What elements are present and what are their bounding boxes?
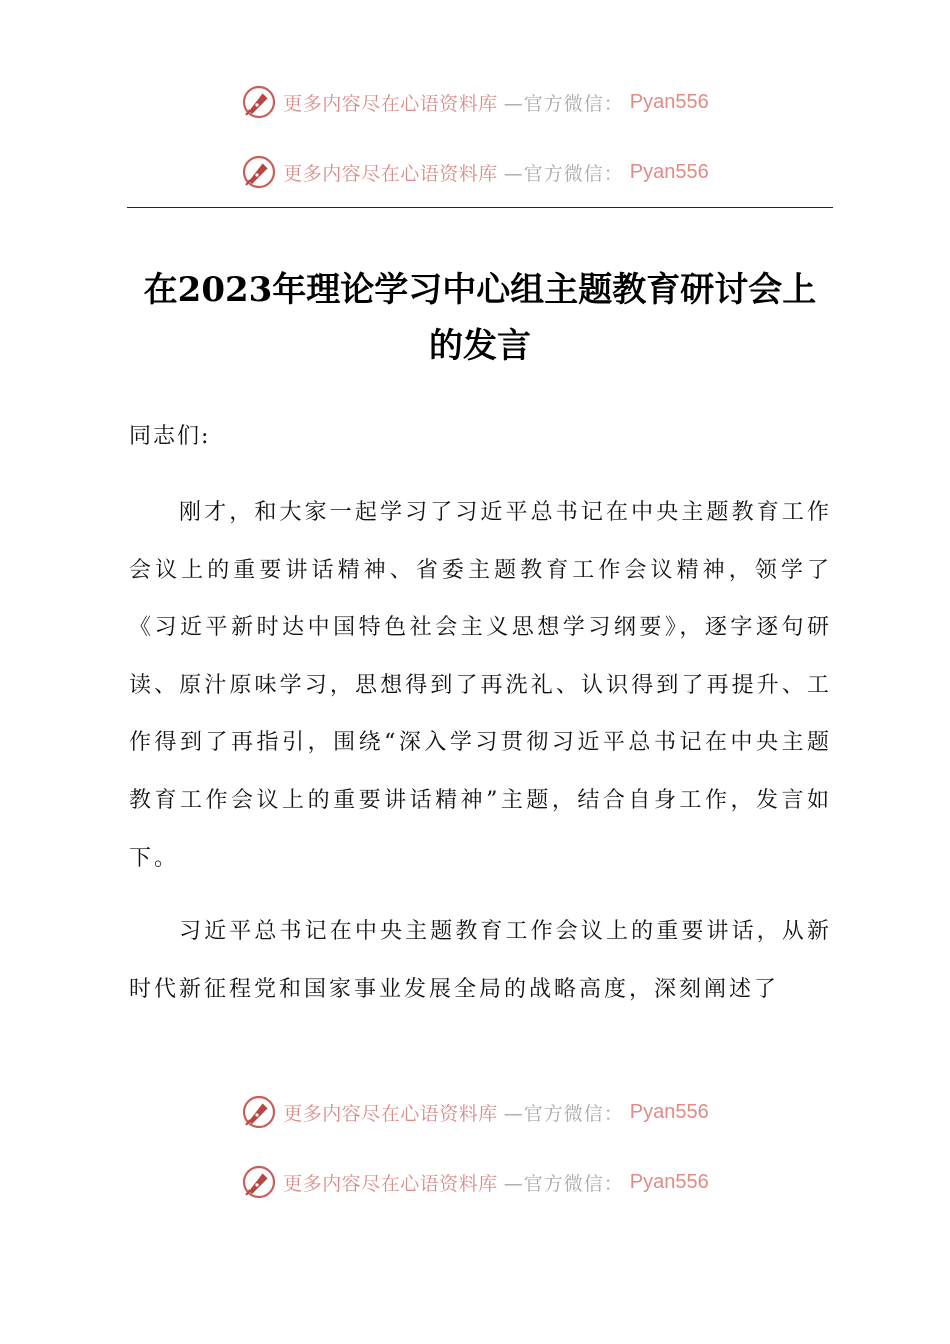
- watermark-content: [241, 84, 709, 120]
- watermark-text: 更多内容尽在心语资料库: [283, 162, 498, 185]
- fountain-pen-nib-icon: [241, 1164, 277, 1200]
- salutation: 同志们:: [129, 424, 211, 449]
- watermark-wechat-id: Pyan556: [629, 90, 709, 113]
- watermark-text: 更多内容尽在心语资料库: [283, 1102, 498, 1125]
- watermark-content: [241, 1094, 709, 1130]
- body-paragraph: 刚才，和大家一起学习了习近平总书记在中央主题教育工作会议上的重要讲话精神、省委主题教育工作会议精神，领学了《习近平新时达中国特色社会主义思想学习纲要》，逐字逐句研读、原汁原味学习，思想得到了再洗礼、认识得到了再提升、工作得到了再指引，围绕“深入学习贯彻习近平总书记在中央主题教育工作会议上的重要讲话精神”主题，结合自身工作，发言如下。: [129, 500, 832, 871]
- fountain-pen-nib-icon: [241, 154, 277, 190]
- watermark-banner: [0, 1160, 950, 1204]
- watermark-text: 更多内容尽在心语资料库: [283, 92, 498, 115]
- watermark-separator: —官方微信：: [503, 92, 624, 115]
- watermark-wechat-id: Pyan556: [629, 1100, 709, 1123]
- watermark-wechat-id: Pyan556: [629, 160, 709, 183]
- header-divider: [127, 207, 833, 208]
- watermark-content: [241, 1164, 709, 1200]
- fountain-pen-nib-icon: [241, 1094, 277, 1130]
- body-paragraph: 习近平总书记在中央主题教育工作会议上的重要讲话，从新时代新征程党和国家事业发展全局的战略高度，深刻阐述了: [129, 919, 832, 1002]
- watermark-content: [241, 154, 709, 190]
- watermark-banner: [0, 80, 950, 124]
- watermark-text: 更多内容尽在心语资料库: [283, 1172, 498, 1195]
- watermark-banner: [0, 150, 950, 194]
- watermark-separator: —官方微信：: [503, 162, 624, 185]
- watermark-separator: —官方微信：: [503, 1172, 624, 1195]
- document-title: 在2023年理论学习中心组主题教育研讨会上的发言: [143, 270, 817, 366]
- watermark-banner: [0, 1090, 950, 1134]
- fountain-pen-nib-icon: [241, 84, 277, 120]
- watermark-separator: —官方微信：: [503, 1102, 624, 1125]
- watermark-wechat-id: Pyan556: [629, 1170, 709, 1193]
